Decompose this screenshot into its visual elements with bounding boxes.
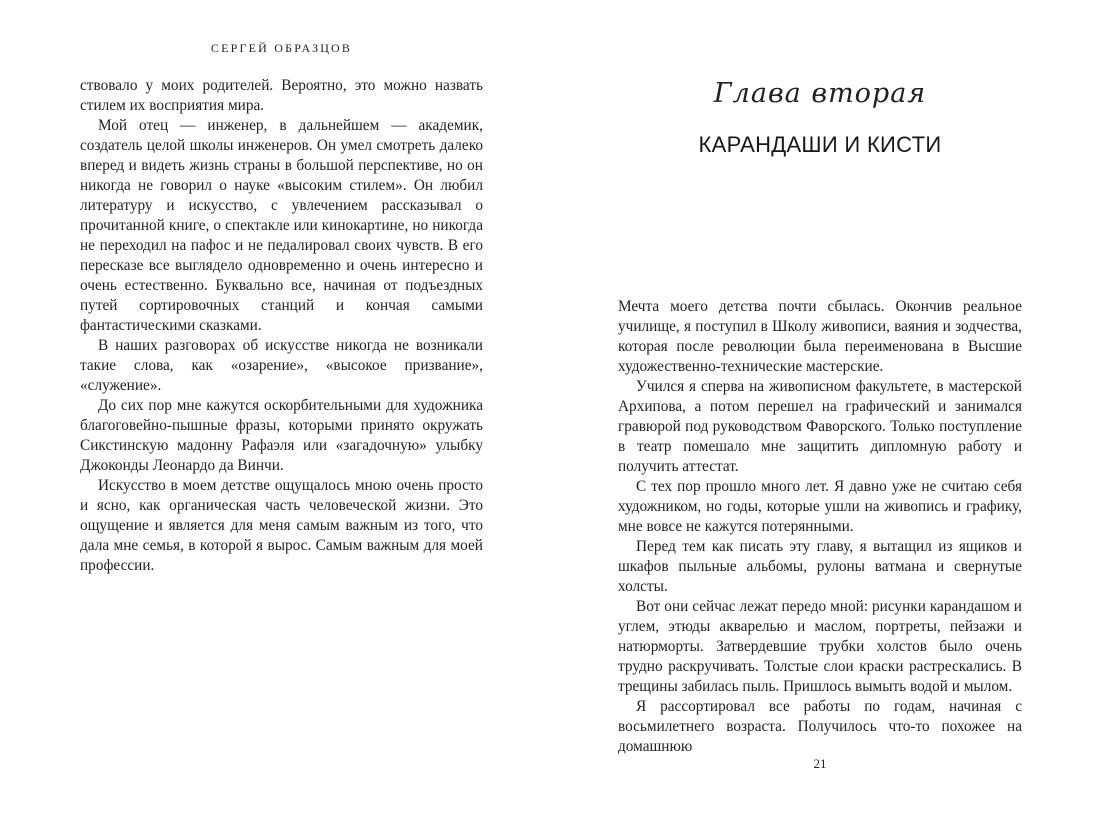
chapter-number: Глава вторая	[713, 78, 927, 109]
page-number: 21	[813, 756, 827, 771]
paragraph: ствовало у моих родителей. Вероятно, это можно назвать стилем их восприятия мира.	[80, 77, 483, 114]
paragraph: Я рассортировал все работы по годам, начиная с восьмилетнего возраста. Получилось что-то похожее на домашнюю	[618, 698, 1022, 755]
paragraph: Вот они сейчас лежат передо мной: рисунки карандашом и углем, этюды акварелью и маслом, портреты, пейзажи и натюрморты. Затвердевшие трубки холстов было очень трудно раскручивать. Толстые слои краски растрескались. В трещины забилась пыль. Пришлось вымыть водой и мылом.	[618, 598, 1022, 695]
paragraph: Учился я сперва на живописном факультете, в мастерской Архипова, а потом перешел на графический и занимался гравюрой под руководством Фаворского. Только поступление в театр помешало мне защитить дипломную работу и получить аттестат.	[618, 378, 1022, 475]
right-page-text	[618, 297, 1022, 757]
paragraph: Перед тем как писать эту главу, я вытащил из ящиков и шкафов пыльные альбомы, рулоны ватмана и свернутые холсты.	[618, 538, 1022, 595]
paragraph: До сих пор мне кажутся оскорбительными для художника благоговейно-пышные фразы, которыми принято окружать Сикстинскую мадонну Рафаэля или «загадочную» улыбку Джоконды Леонардо да Винчи.	[80, 397, 483, 474]
paragraph: С тех пор прошло много лет. Я давно уже не считаю себя художником, но годы, которые ушли на живопись и графику, мне вовсе не кажутся потерянными.	[618, 478, 1022, 535]
chapter-title: КАРАНДАШИ И КИСТИ	[698, 132, 942, 157]
paragraph: Искусство в моем детстве ощущалось мною очень просто и ясно, как органическая часть человеческой жизни. Это ощущение и является для меня самым важным из того, что дала мне семья, в которой я вырос. Самым важным для моей профессии.	[80, 477, 483, 574]
paragraph: Мечта моего детства почти сбылась. Окончив реальное училище, я поступил в Школу живописи, ваяния и зодчества, которая после революции была переименована в Высшие художественно-технические мастерские.	[618, 298, 1022, 375]
left-page-text	[80, 76, 483, 576]
paragraph: Мой отец — инженер, в дальнейшем — академик, создатель целой школы инженеров. Он умел смотреть далеко вперед и видеть жизнь страны в большой перспективе, но он никогда не говорил о науке «высоким стилем». Он любил литературу и искусство, с увлечением рассказывал о прочитанной книге, о спектакле или кинокартине, но никогда не переходил на пафос и не педалировал своих чувств. В его пересказе все выглядело одновременно и очень интересно и очень естественно. Буквально все, начиная от подъездных путей сортировочных станций и кончая самыми фантастическими сказками.	[80, 117, 483, 334]
paragraph: В наших разговорах об искусстве никогда не возникали такие слова, как «озарение», «высокое призвание», «служение».	[80, 337, 483, 394]
running-head: СЕРГЕЙ ОБРАЗЦОВ	[210, 41, 353, 55]
